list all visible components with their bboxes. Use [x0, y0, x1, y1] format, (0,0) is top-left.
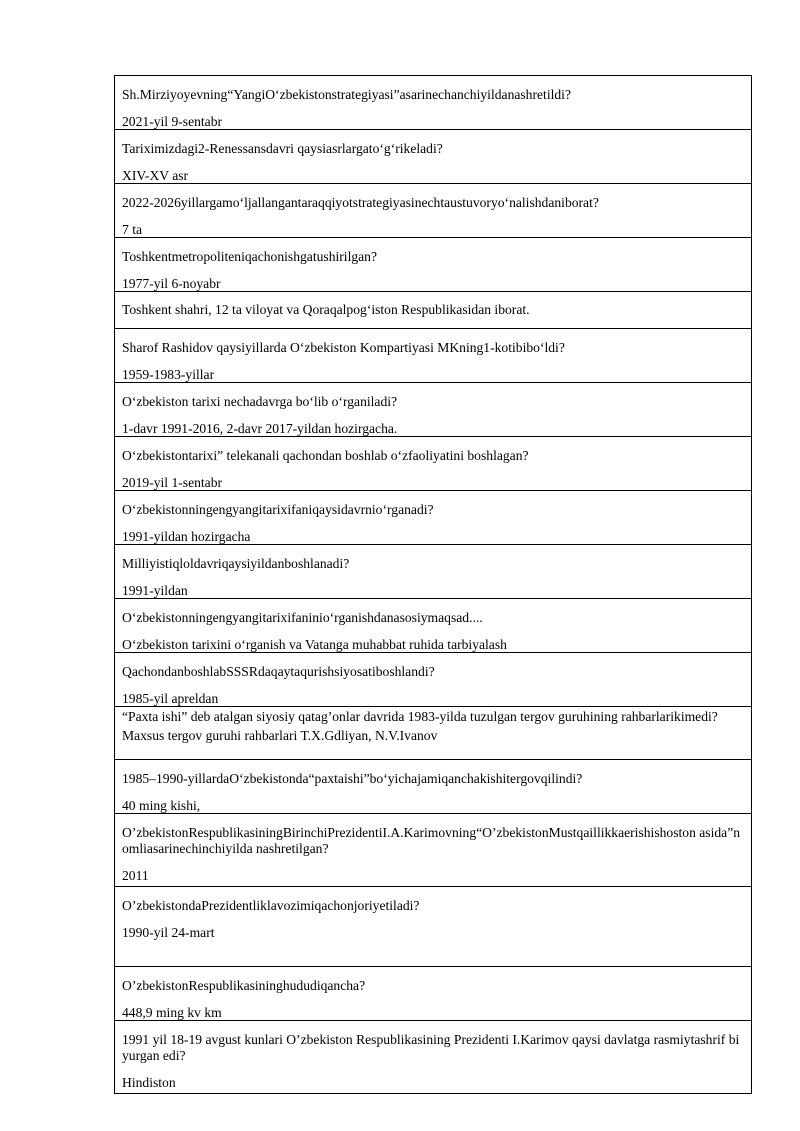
answer-text: 1990-yil 24-mart	[122, 925, 215, 940]
table-row	[115, 707, 751, 760]
table-row	[115, 130, 751, 184]
answer-text: 1959-1983-yillar	[122, 367, 215, 382]
answer-text: 2011	[122, 868, 149, 883]
question-text: Toshkentmetropoliteniqachonishgatushirilgan?	[122, 249, 378, 264]
table-row	[115, 545, 751, 599]
answer-text: XIV-XV asr	[122, 168, 189, 183]
question-text: 1985–1990-yillardaO‘zbekistonda“paxtaishi”bo‘yichajamiqanchakishitergovqilindi?	[122, 771, 583, 786]
question-text: O’zbekistonRespublikasiningBirinchiPrezidentiI.A.Karimovning“O’zbekistonMustqaillikkaerishishoston asida”nomliasarinechinchiyilda nashretilgan?	[122, 825, 741, 856]
answer-text: 2021-yil 9-sentabr	[122, 114, 223, 129]
question-text: O‘zbekiston tarixi nechadavrga bo‘lib o‘rganiladi?	[122, 394, 398, 409]
table-row	[115, 599, 751, 653]
statement-text: Toshkent shahri, 12 ta viloyat va Qoraqalpog‘iston Respublikasidan iborat.	[122, 302, 530, 317]
question-text: O‘zbekistonningengyangitarixifaniqaysidavrnio‘rganadi?	[122, 502, 434, 517]
table-row	[115, 653, 751, 707]
answer-text: 448,9 ming kv km	[122, 1005, 222, 1020]
question-text: O‘zbekistonningengyangitarixifaninio‘rganishdanasosiymaqsad....	[122, 610, 483, 625]
table-row	[115, 184, 751, 238]
table-row	[115, 491, 751, 545]
question-text: Sharof Rashidov qaysiyillarda O‘zbekiston Kompartiyasi MKning1-kotibibo‘ldi?	[122, 340, 565, 355]
table-row	[115, 887, 751, 967]
answer-text: 1985-yil apreldan	[122, 691, 219, 706]
answer-text: 7 ta	[122, 222, 143, 237]
question-text: Milliyistiqloldavriqaysiyildanboshlanadi?	[122, 556, 350, 571]
question-text: 1991 yil 18-19 avgust kunlari O’zbekiston Respublikasining Prezidenti I.Karimov qaysi davlatga rasmiytashrif biyurgan edi?	[122, 1032, 740, 1063]
answer-text: 40 ming kishi,	[122, 798, 201, 813]
table-row	[115, 329, 751, 383]
table-row	[115, 437, 751, 491]
question-text: Tariximizdagi2-Renessansdavri qaysiasrlargato‘g‘rikeladi?	[122, 141, 443, 156]
table-row	[115, 1021, 751, 1093]
table-row	[115, 238, 751, 292]
question-text: “Paxta ishi” deb atalgan siyosiy qatag’onlar davrida 1983-yilda tuzulgan tergov guruhining rahbarlarikimedi?	[122, 709, 718, 724]
answer-text: Hindiston	[122, 1075, 176, 1090]
qa-table	[114, 75, 752, 1094]
question-text: O‘zbekistontarixi” telekanali qachondan boshlab o‘zfaoliyatini boshlagan?	[122, 448, 529, 463]
table-row	[115, 383, 751, 437]
answer-text: 1977-yil 6-noyabr	[122, 276, 221, 291]
answer-text: 1991-yildan	[122, 583, 188, 598]
question-text: 2022-2026yillargamo‘ljallangantaraqqiyotstrategiyasinechtaustuvoryo‘nalishdaniborat?	[122, 195, 599, 210]
table-row	[115, 76, 751, 130]
question-text: QachondanboshlabSSSRdaqaytaqurishsiyosatiboshlandi?	[122, 664, 435, 679]
answer-text: O‘zbekiston tarixini o‘rganish va Vatanga muhabbat ruhida tarbiyalash	[122, 637, 507, 652]
answer-text: 1991-yildan hozirgacha	[122, 529, 251, 544]
table-row	[115, 814, 751, 887]
table-row	[115, 967, 751, 1021]
answer-text: 2019-yil 1-sentabr	[122, 475, 223, 490]
question-text: O’zbekistondaPrezidentliklavozimiqachonjoriyetiladi?	[122, 898, 420, 913]
answer-text: 1-davr 1991-2016, 2-davr 2017-yildan hozirgacha.	[122, 421, 398, 436]
answer-text: Maxsus tergov guruhi rahbarlari T.X.Gdliyan, N.V.Ivanov	[122, 728, 438, 743]
question-text: Sh.Mirziyoyevning“YangiO‘zbekistonstrategiyasi”asarinechanchiyildanashretildi?	[122, 87, 571, 102]
table-row	[115, 760, 751, 814]
table-row	[115, 292, 751, 329]
question-text: O’zbekistonRespublikasininghududiqancha?	[122, 978, 366, 993]
